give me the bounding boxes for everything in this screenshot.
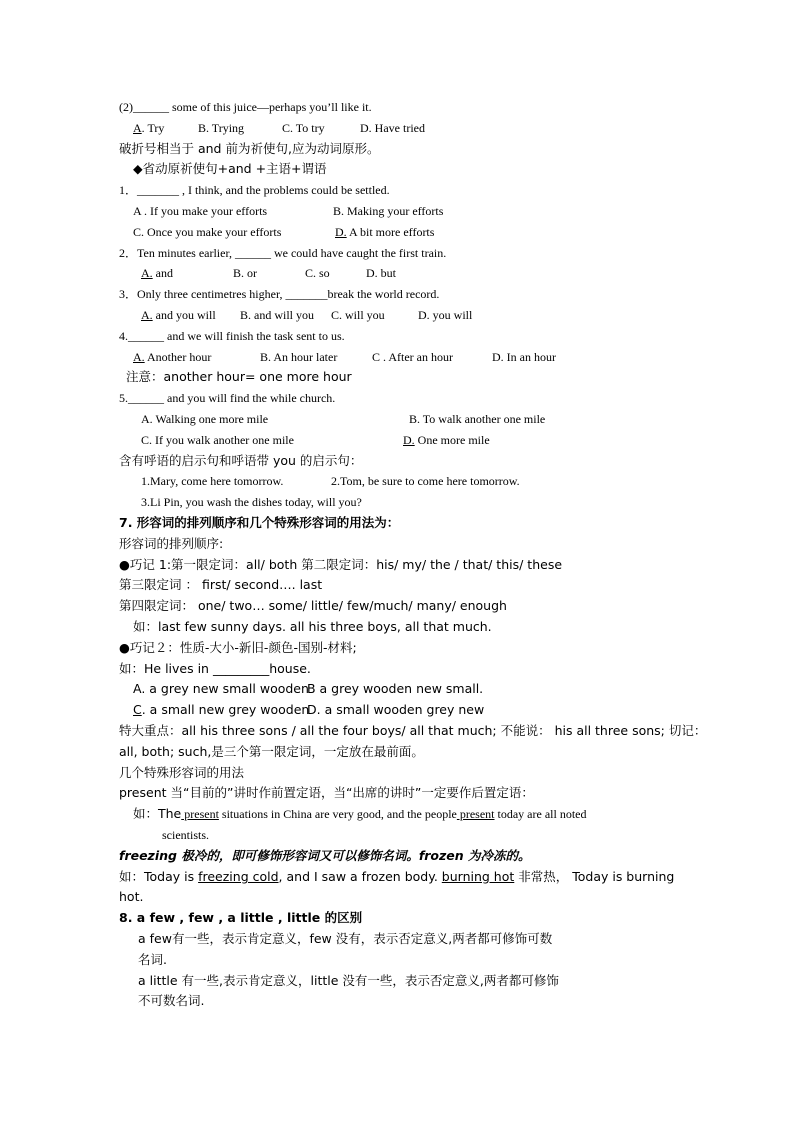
option-a: A. Try [133, 121, 165, 135]
underlined-burning-hot: burning hot [441, 869, 515, 884]
key-point-line-2: all, both; such,是三个第一限定词，一定放在最前面。 [119, 744, 424, 759]
underlined-present-1: present [181, 807, 219, 821]
section-8-heading: 8. a few , few , a little , little 的区别 [119, 910, 363, 925]
option-c: C. Once you make your efforts [133, 225, 282, 239]
determiner-examples: 如：last few sunny days. all his three boys, all that much. [133, 619, 492, 634]
option-b: B. An hour later [260, 350, 338, 364]
question-5-stem: 5.______ and you will find the while church. [119, 391, 336, 405]
option-a: A. a grey new small wooden [133, 681, 309, 696]
option-b: B. and will you [240, 308, 314, 322]
freezing-example: 如：Today is freezing cold, and I saw a frozen body. burning hot 非常热， Today is burning [119, 869, 675, 884]
answer-letter: A. [141, 266, 153, 280]
option-a: A. and you will [141, 308, 216, 322]
a-few-rule-cont: 名词. [138, 952, 167, 967]
question-3-stem: 3．Only three centimetres higher, _______break the world record. [119, 287, 440, 301]
a-few-rule: a few有一些，表示肯定意义，few 没有，表示否定意义,两者都可修饰可数 [138, 931, 553, 946]
option-a: A . If you make your efforts [133, 204, 268, 218]
option-d: D. Have tried [360, 121, 425, 135]
question-2b-stem: 2．Ten minutes earlier, ______ we could have caught the first train. [119, 246, 447, 260]
option-a: A. Walking one more mile [141, 412, 269, 426]
option-d: D. A bit more efforts [335, 225, 435, 239]
question-4-stem: 4.______ and we will finish the task sent to us. [119, 329, 345, 343]
note-another-hour: 注意：another hour= one more hour [126, 369, 352, 384]
a-little-rule: a little 有一些,表示肯定意义，little 没有一些，表示否定意义,两者都可修饰 [138, 973, 559, 988]
answer-letter: D. [335, 225, 347, 239]
section-7-heading: 7. 形容词的排列顺序和几个特殊形容词的用法为： [119, 515, 400, 530]
option-d: D. but [366, 266, 396, 280]
answer-letter: A [133, 121, 142, 135]
answer-letter: D. [403, 433, 415, 447]
vocative-example-3: 3.Li Pin, you wash the dishes today, will you? [141, 495, 362, 509]
option-c: C. a small new grey wooden [133, 702, 310, 717]
question-2-stem: (2)______ some of this juice—perhaps you’ll like it. [119, 100, 372, 114]
adjective-order-title: 形容词的排列顺序: [119, 536, 224, 551]
mnemonic-2: ●巧记２：性质-大小-新旧-颜色-国别-材料; [119, 640, 357, 655]
underlined-present-2: present [456, 807, 495, 821]
underlined-freezing-cold: freezing cold [198, 869, 279, 884]
answer-letter: A. [133, 350, 145, 364]
option-a: A. Another hour [133, 350, 212, 364]
note-pattern: ◆省动原祈使句+and +主语+谓语 [133, 161, 327, 176]
option-c: C. If you walk another one mile [141, 433, 294, 447]
option-c: C. will you [331, 308, 385, 322]
freezing-example-cont: hot. [119, 889, 144, 904]
note-dash: 破折号相当于 and 前为祈使句,应为动词原形。 [119, 141, 380, 156]
question-1-stem: 1．_______ , I think, and the problems could be settled. [119, 183, 390, 197]
present-example-cont: scientists. [162, 828, 209, 842]
option-c: C. so [305, 266, 330, 280]
fourth-determiner: 第四限定词： one/ two… some/ little/ few/much/ many/ enough [119, 598, 507, 613]
option-b: B. Making your efforts [333, 204, 444, 218]
option-d: D. you will [418, 308, 473, 322]
answer-letter: A. [141, 308, 153, 322]
special-adjectives-title: 几个特殊形容词的用法 [119, 765, 245, 780]
answer-letter: C [133, 702, 142, 717]
option-b: B a grey wooden new small. [307, 681, 484, 696]
option-b: B. or [233, 266, 257, 280]
a-little-rule-cont: 不可数名词. [138, 993, 205, 1008]
heading-vocative: 含有呼语的启示句和呼语带 you 的启示句： [119, 453, 363, 468]
key-point-line-1: 特大重点：all his three sons / all the four boys/ all that much; 不能说： his all three sons; 切记： [119, 723, 707, 738]
mnemonic-1: ●巧记 1:第一限定词：all/ both 第二限定词：his/ my/ the / that/ this/ these [119, 557, 563, 572]
option-d: D. One more mile [403, 433, 490, 447]
third-determiner: 第三限定词 ： first/ second…. last [119, 577, 323, 592]
present-rule: present 当“目前的”讲时作前置定语，当“出席的讲时”一定要作后置定语： [119, 785, 534, 800]
example-1: 1.Mary, come here tomorrow. [141, 474, 284, 488]
option-c: C. To try [282, 121, 325, 135]
option-d: D. a small wooden grey new [307, 702, 485, 717]
example-2: 2.Tom, be sure to come here tomorrow. [331, 474, 520, 488]
option-a: A. and [141, 266, 173, 280]
option-b: B. Trying [198, 121, 245, 135]
option-b: B. To walk another one mile [409, 412, 546, 426]
option-d: D. In an hour [492, 350, 556, 364]
present-example: 如：The present situations in China are very good, and the people present today are all noted [133, 806, 587, 821]
option-c: C . After an hour [372, 350, 453, 364]
example-house: 如：He lives in _________house. [119, 661, 311, 676]
freezing-rule: freezing 极冷的，即可修饰形容词又可以修饰名词。frozen 为冷冻的。 [119, 848, 531, 863]
